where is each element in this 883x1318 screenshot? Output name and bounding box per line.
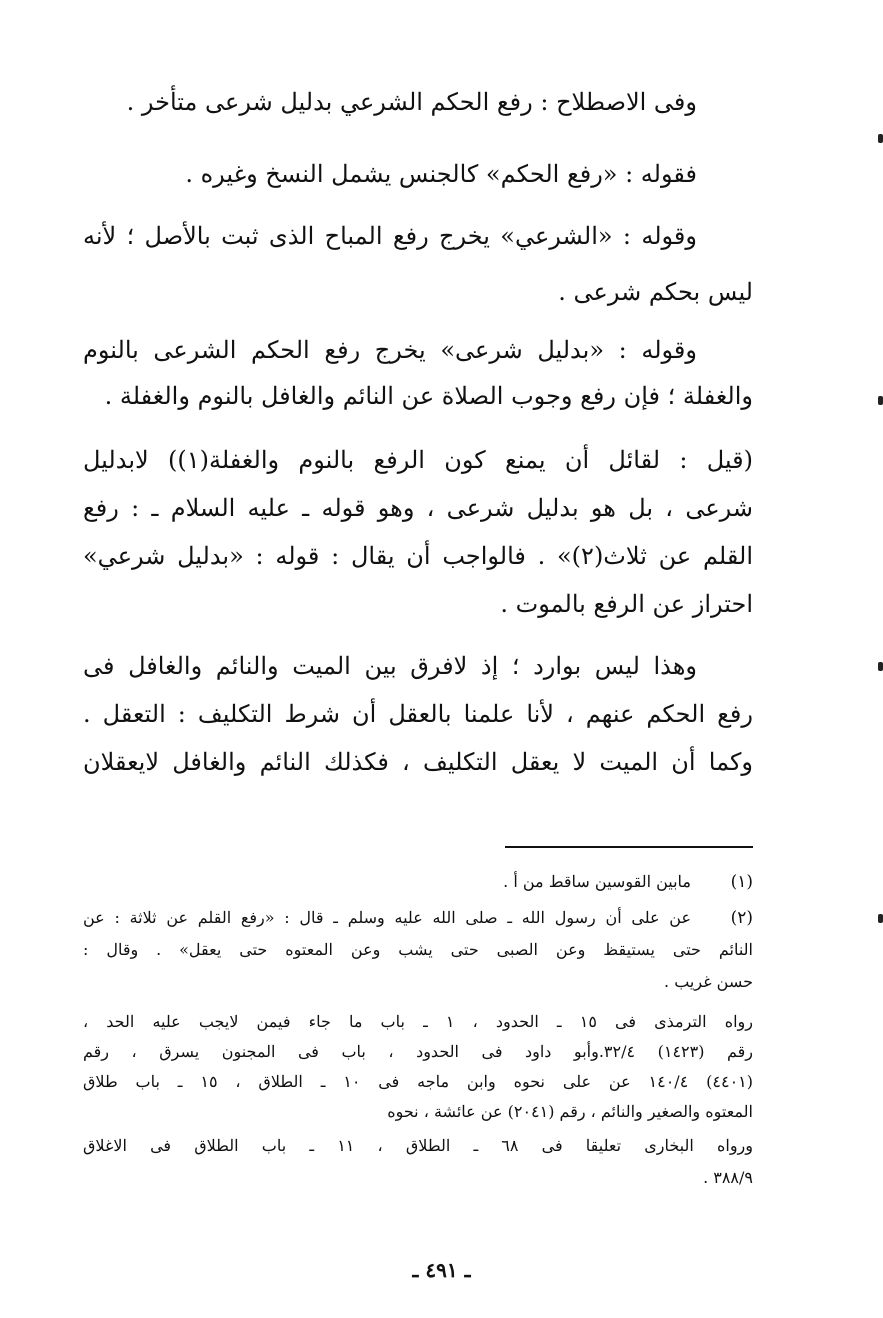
body-line-4: ليس بحكم شرعى . [558, 278, 753, 306]
footnote-2-line-7: المعتوه والصغير والنائم ، رقم (٢٠٤١) عن عائشة ، نحوه [387, 1102, 753, 1121]
body-line-6: والغفلة ؛ فإن رفع وجوب الصلاة عن النائم والغافل بالنوم والغفلة . [104, 382, 753, 410]
footnote-2-line-9: ٣٨٨/٩ . [703, 1168, 753, 1187]
body-line-1: وفى الاصطلاح : رفع الحكم الشرعي بدليل شرعى متأخر . [126, 88, 697, 116]
body-line-5: وقوله : «بدليل شرعى» يخرج رفع الحكم الشرعى بالنوم [83, 336, 697, 364]
body-line-2: فقوله : «رفع الحكم» كالجنس يشمل النسخ وغيره . [185, 160, 697, 188]
footnote-separator [505, 846, 753, 848]
footnote-2-line-6: (٤٤٠١) ١٤٠/٤ عن على نحوه وابن ماجه فى ١٠ ـ الطلاق ، ١٥ ـ باب طلاق [83, 1072, 754, 1091]
footnote-2-line-3: حسن غريب . [664, 972, 753, 991]
body-line-3: وقوله : «الشرعي» يخرج رفع المباح الذى ثبت بالأصل ؛ لأنه [83, 222, 697, 250]
body-line-9: القلم عن ثلاث(٢)» . فالواجب أن يقال : قوله : «بدليل شرعي» [83, 542, 754, 570]
body-line-13: وكما أن الميت لا يعقل التكليف ، فكذلك النائم والغافل لايعقلان [83, 748, 753, 776]
footnote-1-number: (١) [730, 872, 753, 892]
body-line-12: رفع الحكم عنهم ، لأنا علمنا بالعقل أن شرط التكليف : التعقل . [83, 700, 753, 728]
body-line-7: (قيل : لقائل أن يمنع كون الرفع بالنوم والغفلة(١)) لابدليل [83, 446, 753, 474]
body-line-8: شرعى ، بل هو بدليل شرعى ، وهو قوله ـ عليه السلام ـ : رفع [83, 494, 753, 522]
footnote-2-line-8: ورواه البخارى تعليقا فى ٦٨ ـ الطلاق ، ١١ ـ باب الطلاق فى الاغلاق [83, 1136, 753, 1155]
scan-mark [878, 134, 883, 143]
footnote-2-line-5: رقم (١٤٢٣) ٣٢/٤.وأبو داود فى الحدود ، باب فى المجنون يسرق ، رقم [83, 1042, 754, 1061]
footnote-2-line-4: رواه الترمذى فى ١٥ ـ الحدود ، ١ ـ باب ما جاء فيمن لايجب عليه الحد ، [83, 1012, 754, 1031]
scan-mark [878, 914, 883, 923]
body-line-11: وهذا ليس بوارد ؛ إذ لافرق بين الميت والنائم والغافل فى [83, 652, 697, 680]
scan-mark [878, 396, 883, 405]
footnote-2-line-1: عن على أن رسول الله ـ صلى الله عليه وسلم ـ قال : «رفع القلم عن ثلاثة : عن [83, 908, 691, 927]
scan-mark [878, 662, 883, 671]
footnote-1-text: مابين القوسين ساقط من أ . [503, 872, 691, 891]
page-number: ـ ٤٩١ ـ [412, 1258, 471, 1282]
body-line-10: احتراز عن الرفع بالموت . [500, 590, 753, 618]
footnote-2-line-2: النائم حتى يستيقظ وعن الصبى حتى يشب وعن المعتوه حتى يعقل» . وقال : [83, 940, 753, 959]
footnote-2-number: (٢) [730, 908, 753, 928]
